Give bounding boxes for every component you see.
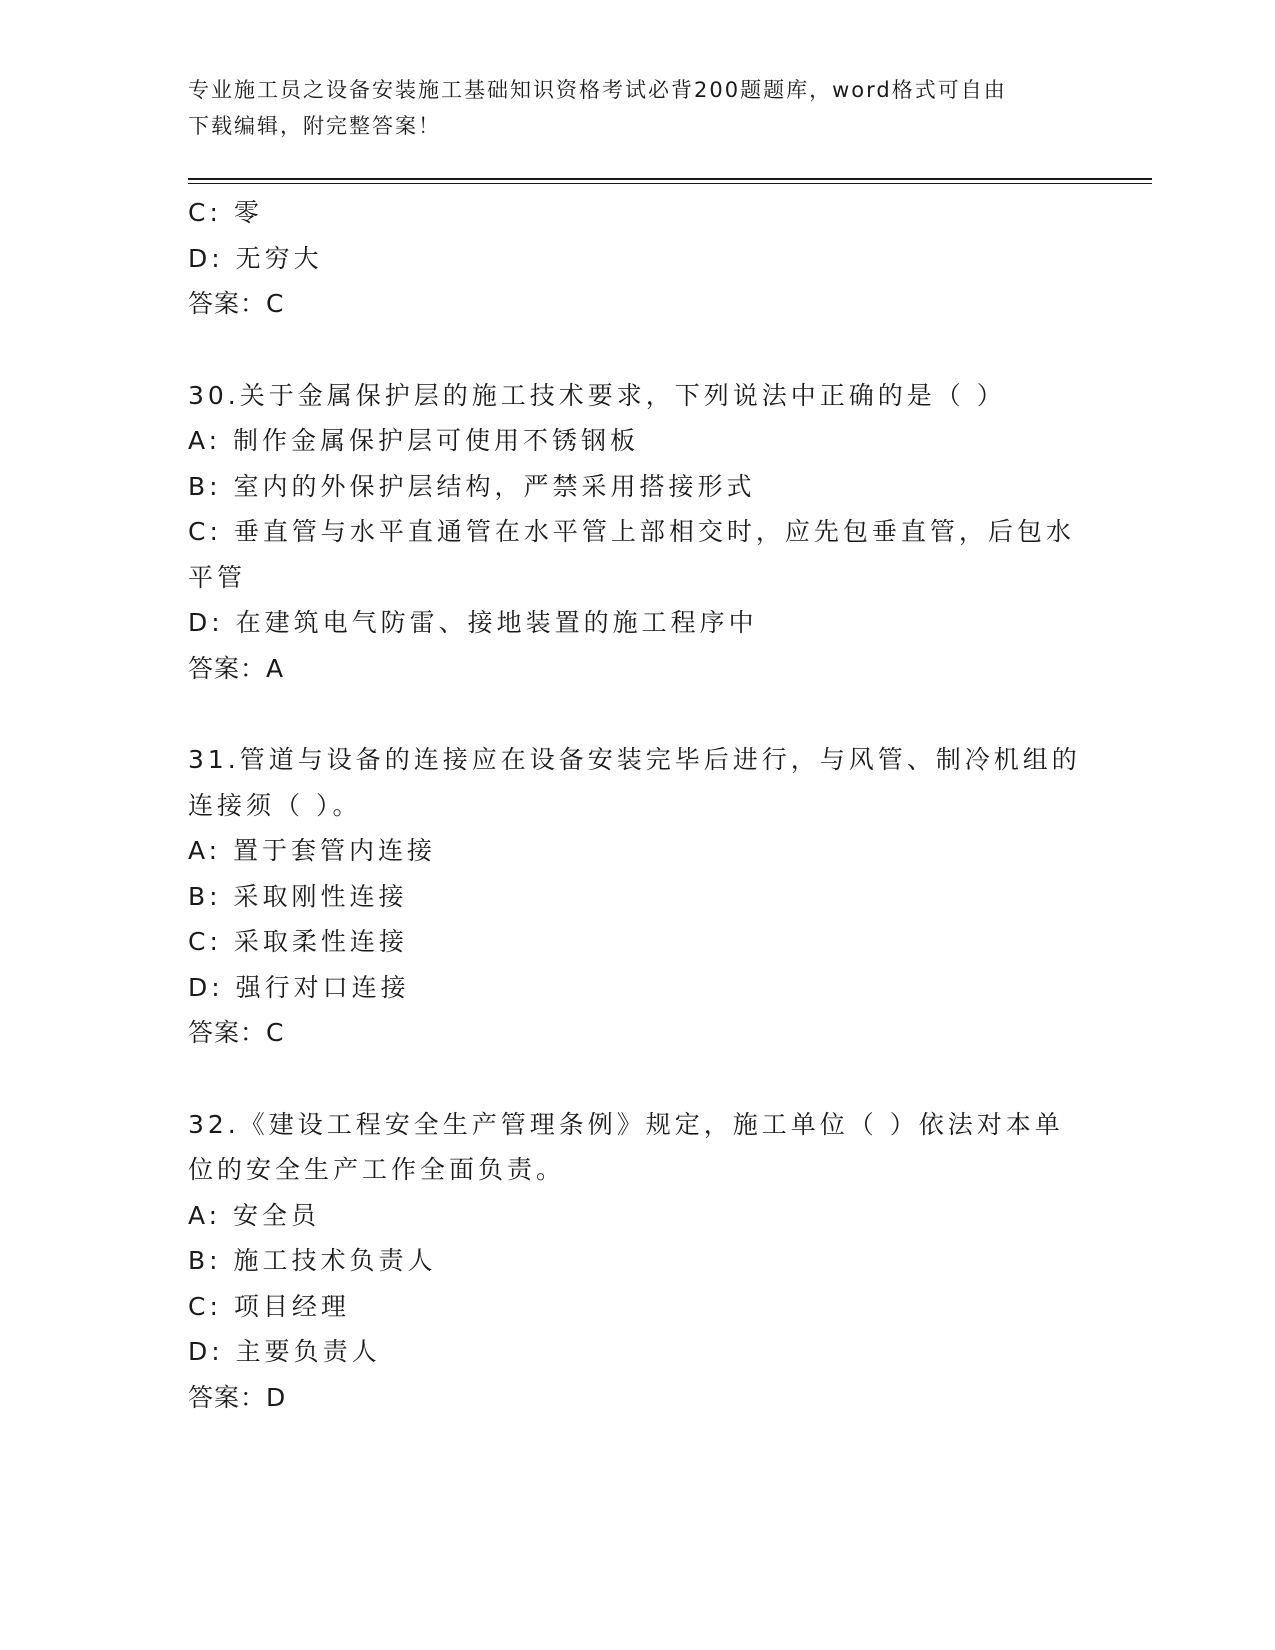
question-list — [188, 190, 1088, 1420]
answer-line: 答案：D — [188, 1382, 287, 1412]
question-stem-continuation: 连接须（ ）。 — [188, 790, 362, 820]
option-c: C: 垂直管与水平直通管在水平管上部相交时，应先包垂直管，后包水 — [188, 517, 1075, 546]
option-c-continuation: 平管 — [188, 562, 247, 592]
header-title-line-1: 专业施工员之设备安装施工基础知识资格考试必背200题题库，word格式可自由 — [188, 78, 1007, 102]
question-30 — [188, 373, 1088, 692]
answer-line: 答案：C — [188, 289, 285, 318]
option-a: A: 制作金属保护层可使用不锈钢板 — [188, 426, 640, 455]
question-32 — [188, 1102, 1088, 1421]
question-stem: 32.《建设工程安全生产管理条例》规定，施工单位（ ）依法对本单 — [188, 1109, 1064, 1139]
option-c: C: 项目经理 — [188, 1291, 350, 1321]
option-c: C: 采取柔性连接 — [188, 927, 408, 956]
option-b: B: 室内的外保护层结构，严禁采用搭接形式 — [188, 471, 756, 501]
document-header — [188, 72, 1088, 144]
option-d: D: 强行对口连接 — [188, 972, 410, 1002]
header-title-line-2: 下载编辑，附完整答案！ — [188, 114, 441, 138]
question-29-continuation — [188, 190, 1088, 327]
option-d: D: 主要负责人 — [188, 1337, 381, 1366]
option-b: B: 采取刚性连接 — [188, 881, 408, 911]
question-stem: 30.关于金属保护层的施工技术要求，下列说法中正确的是（ ） — [188, 380, 1006, 410]
option-d: D: 无穷大 — [188, 243, 323, 273]
header-divider-thick — [188, 178, 1152, 180]
option-b: B: 施工技术负责人 — [188, 1246, 437, 1275]
header-divider-thin — [188, 183, 1152, 184]
question-31 — [188, 737, 1088, 1056]
question-stem: 31.管道与设备的连接应在设备安装完毕后进行，与风管、制冷机组的 — [188, 745, 1081, 774]
question-stem-continuation: 位的安全生产工作全面负责。 — [188, 1155, 566, 1184]
option-a: A: 安全员 — [188, 1200, 321, 1230]
answer-line: 答案：C — [188, 1018, 285, 1047]
option-a: A: 置于套管内连接 — [188, 836, 437, 865]
option-d: D: 在建筑电气防雷、接地装置的施工程序中 — [188, 608, 758, 637]
answer-line: 答案：A — [188, 653, 285, 683]
option-c: C: 零 — [188, 198, 263, 227]
